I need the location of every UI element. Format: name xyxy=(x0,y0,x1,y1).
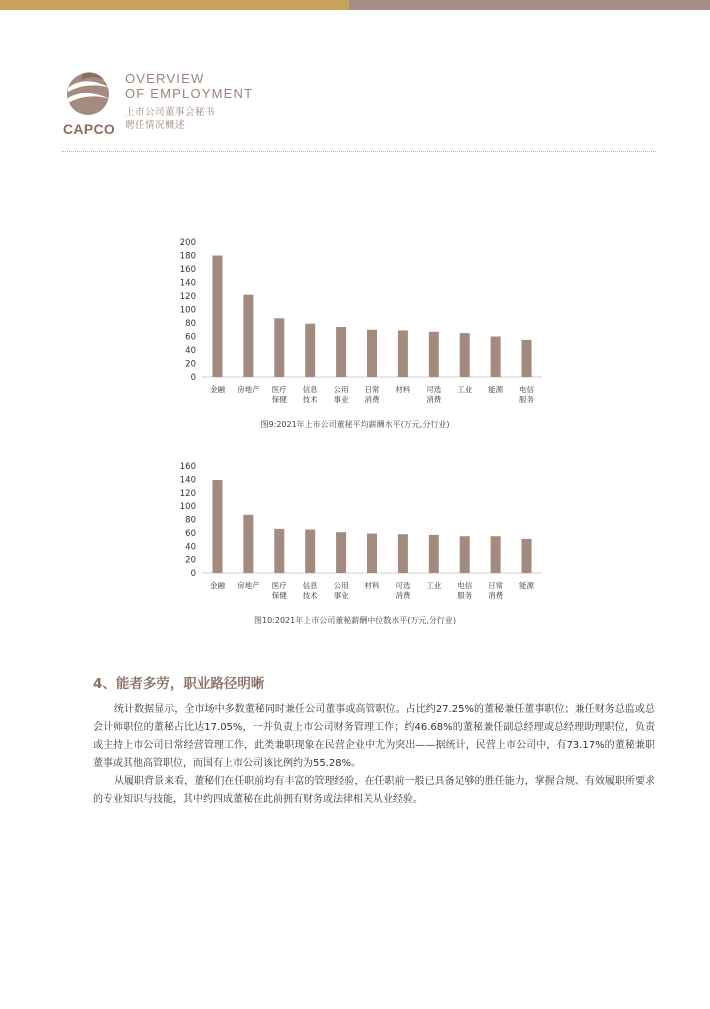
header-title-line2: OF EMPLOYMENT xyxy=(125,86,254,101)
x-tick-label: 公用 xyxy=(333,385,349,394)
body-paragraph-2: 从履职背景来看，董秘们在任职前均有丰富的管理经验，在任职前一般已具备足够的胜任能力，掌握合规、有效履职所要求的专业知识与技能，其中约四成董秘在此前拥有财务或法律相关从业经验。 xyxy=(93,776,655,805)
y-tick-label: 100 xyxy=(179,502,196,513)
bar xyxy=(460,536,470,573)
bar xyxy=(522,539,532,573)
top-bar-brown-segment xyxy=(349,0,710,10)
y-tick-label: 120 xyxy=(179,292,196,302)
y-tick-label: 140 xyxy=(179,278,196,289)
bar xyxy=(212,480,222,573)
x-tick-label: 日常 xyxy=(364,385,380,394)
x-tick-label: 可选 xyxy=(395,581,411,590)
top-color-bar xyxy=(0,0,710,10)
x-tick-label: 电信 xyxy=(519,385,535,394)
x-tick-label: 保健 xyxy=(271,591,287,600)
y-tick-label: 40 xyxy=(185,542,196,553)
bar xyxy=(305,324,315,377)
x-tick-label: 技术 xyxy=(302,395,318,404)
x-tick-label: 可选 xyxy=(426,385,442,394)
x-tick-label: 服务 xyxy=(519,395,535,404)
x-tick-label: 医疗 xyxy=(271,581,287,590)
x-tick-label: 房地产 xyxy=(237,385,260,394)
y-tick-label: 60 xyxy=(185,528,196,539)
chart-median-salary xyxy=(170,458,550,608)
x-tick-label: 技术 xyxy=(302,591,318,600)
x-tick-label: 医疗 xyxy=(271,385,287,394)
y-tick-label: 200 xyxy=(179,238,196,248)
x-tick-label: 材料 xyxy=(364,581,380,590)
bar xyxy=(305,530,315,573)
bar xyxy=(274,318,284,377)
y-tick-label: 100 xyxy=(179,305,196,316)
bar xyxy=(243,295,253,377)
chart-median-salary-caption: 图10:2021年上市公司董秘薪酬中位数水平(万元,分行业) xyxy=(253,616,457,625)
bar xyxy=(212,256,222,378)
bar xyxy=(460,333,470,377)
x-tick-label: 消费 xyxy=(488,591,504,600)
x-tick-label: 能源 xyxy=(488,385,504,394)
bar xyxy=(367,330,377,377)
bar xyxy=(336,327,346,377)
capco-logo-icon xyxy=(62,68,114,120)
header-title-line1: OVERVIEW xyxy=(125,71,205,86)
bar xyxy=(429,332,439,377)
x-tick-label: 能源 xyxy=(519,581,535,590)
top-bar-gold-segment xyxy=(0,0,349,10)
x-tick-label: 消费 xyxy=(426,395,442,404)
x-tick-label: 事业 xyxy=(333,591,349,600)
y-tick-label: 0 xyxy=(190,569,196,579)
x-tick-label: 事业 xyxy=(333,395,349,404)
y-tick-label: 80 xyxy=(185,319,196,329)
y-tick-label: 20 xyxy=(185,359,196,370)
bar xyxy=(336,532,346,573)
bar xyxy=(429,535,439,573)
chart-avg-salary xyxy=(170,234,550,409)
section-title: 4、能者多劳，职业路径明晰 xyxy=(93,676,265,692)
header-subtitle-cn2: 聘任情况概述 xyxy=(125,120,186,131)
header-subtitle-cn1: 上市公司董事会秘书 xyxy=(125,107,216,118)
y-tick-label: 140 xyxy=(179,475,196,486)
x-tick-label: 工业 xyxy=(457,385,473,394)
y-tick-label: 40 xyxy=(185,346,196,356)
bar xyxy=(274,529,284,573)
bar xyxy=(398,330,408,377)
y-tick-label: 0 xyxy=(190,373,196,383)
capco-logo-text: CAPCO xyxy=(63,121,116,137)
x-tick-label: 信息 xyxy=(302,581,318,590)
section-body xyxy=(93,701,655,809)
y-tick-label: 160 xyxy=(179,462,196,472)
x-tick-label: 工业 xyxy=(426,581,442,590)
x-tick-label: 金融 xyxy=(209,385,225,394)
x-tick-label: 日常 xyxy=(488,581,504,590)
x-tick-label: 电信 xyxy=(457,581,473,590)
bar xyxy=(367,534,377,573)
x-tick-label: 材料 xyxy=(395,385,411,394)
body-paragraph-1: 统计数据显示，全市场中多数董秘同时兼任公司董事或高管职位。占比约27.25%的董秘兼任董事职位；兼任财务总监或总会计师职位的董秘占比达17.05%，一并负责上市公司财务管理工作；约46.68%的董秘兼任副总经理或总经理助理职位，负责或主持上市公司日常经营管理工作，此类兼职现象在民营企业中尤为突出——据统计，民营上市公司中，有73.17%的董秘兼职董事或其他高管职位，而国有上市公司该比例约为55.28%。 xyxy=(93,704,655,769)
bar xyxy=(398,534,408,573)
x-tick-label: 消费 xyxy=(395,591,411,600)
x-tick-label: 服务 xyxy=(457,591,473,600)
y-tick-label: 160 xyxy=(179,265,196,275)
bar xyxy=(243,515,253,573)
x-tick-label: 公用 xyxy=(333,581,349,590)
chart-avg-salary-caption: 图9:2021年上市公司董秘平均薪酬水平(万元,分行业) xyxy=(260,420,450,429)
chart-median-salary-svg xyxy=(170,458,550,608)
header-divider xyxy=(62,151,656,152)
x-tick-label: 消费 xyxy=(364,395,380,404)
y-tick-label: 20 xyxy=(185,555,196,566)
header-block xyxy=(125,71,253,132)
bar xyxy=(491,337,501,378)
y-tick-label: 120 xyxy=(179,488,196,499)
y-tick-label: 180 xyxy=(179,251,196,262)
x-tick-label: 保健 xyxy=(271,395,287,404)
y-tick-label: 80 xyxy=(185,515,196,526)
x-tick-label: 信息 xyxy=(302,385,318,394)
y-tick-label: 60 xyxy=(185,332,196,343)
x-tick-label: 金融 xyxy=(209,581,225,590)
chart-avg-salary-svg xyxy=(170,234,550,409)
bar xyxy=(522,340,532,377)
x-tick-label: 房地产 xyxy=(237,581,260,590)
bar xyxy=(491,536,501,573)
